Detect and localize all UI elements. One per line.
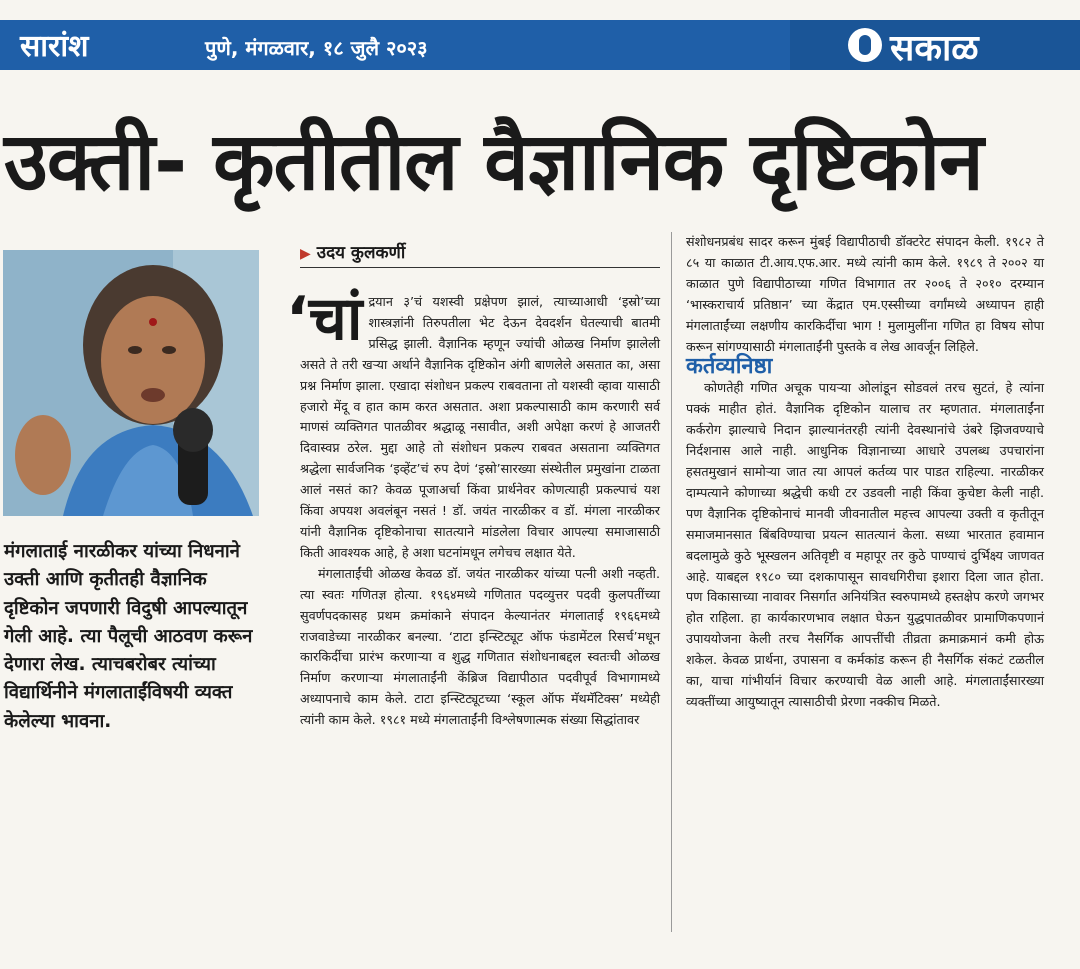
photo-caption: मंगलाताई नारळीकर यांच्या निधनाने उक्ती आणि कृतीतही वैज्ञानिक दृष्टिकोन जपणारी विदुषी आपल्यातून गेली आहे. त्या पैलूची आठवण करून देणारा लेख. त्याचबरोबर त्यांच्या विद्यार्थिनीने मंगलाताईंविषयी व्यक्त केलेल्या भावना.	[4, 541, 253, 732]
article-column-1	[286, 284, 660, 731]
section-title: सारांश	[20, 29, 89, 64]
column-divider	[671, 232, 672, 932]
brand-logo-icon	[848, 28, 882, 62]
author-name: उदय कुलकर्णी	[316, 243, 406, 263]
paragraph-text: द्रयान ३’चं यशस्वी प्रक्षेपण झालं, त्याच्याआधी ‘इस्रो’च्या शास्त्रज्ञांनी तिरुपतीला भेट देऊन देवदर्शन घेतल्याची बातमी प्रसिद्ध झाली. वैज्ञानिक म्हणून ज्यांची ओळख निर्माण झालेली असते ते तरी खऱ्या अर्थाने वैज्ञानिक दृष्टिकोन अंगी बाणलेले असतात का, असा प्रश्न निर्माण झाला. एखादा संशोधन प्रकल्प राबवताना तो यशस्वी व्हावा यासाठी हजारो मेंदू व हात काम करत असतात. अशा प्रकल्पासाठी काम करणारी सर्व माणसं व्यक्तिगत पातळीवर श्रद्धाळू नसावीत, अशी अपेक्षा करणं हे आजतरी दिवास्वप्न ठरेल. मुद्दा आहे तो संशोधन प्रकल्प राबवत असताना व्यक्तिगत श्रद्धेला सार्वजनिक ‘इव्हेंट’चं रुप देणं ‘इस्रो’सारख्या संस्थेतील प्रमुखांना टाळता आलं नसतं का? केवळ पूजाअर्चा किंवा प्रार्थनेवर कोणत्याही प्रकल्पाचं यश किंवा अपयश अवलंबून नसतं ! डॉ. जयंत नारळीकर व डॉ. मंगला नारळीकर यांनी वैज्ञानिक दृष्टिकोनाचा सातत्याने मांडलेला विचार आपल्या समाजासाठी किती आवश्यक आहे, हे अशा घटनांमधून लगेचच लक्षात येते.	[300, 294, 660, 560]
article-column-2	[686, 232, 1044, 713]
paragraph: संशोधनप्रबंध सादर करून मुंबई विद्यापीठाची डॉक्टरेट संपादन केली. १९८२ ते ८५ या काळात टी.आय.एफ.आर. मध्ये त्यांनी काम केले. १९८९ ते २००२ या काळात पुणे विद्यापीठाच्या गणित विभागात तर २००६ ते २०१० दरम्यान ‘भास्कराचार्य प्रतिष्ठान’ च्या केंद्रात एम.एस्सीच्या वर्गांमध्ये अध्यापन हाही मंगलाताईंच्या लक्षणीय कारकिर्दीचा भाग ! मुलामुलींना गणित हा विषय सोपा करून सांगण्यासाठी मंगलाताईंनी पुस्तके व लेख आवर्जून लिहिले.	[686, 234, 1044, 354]
paragraph: मंगलाताईंची ओळख केवळ डॉ. जयंत नारळीकर यांच्या पत्नी अशी नव्हती. त्या स्वतः गणितज्ञ होत्या. १९६४मध्ये गणितात पदव्युत्तर पदवी कुलपतींच्या सुवर्णपदकासह प्रथम क्रमांकाने संपादन केल्यानंतर मंगलाताई १९६६मध्ये राजवाडेच्या नारळीकर बनल्या. ‘टाटा इन्स्टिट्यूट ऑफ फंडामेंटल रिसर्च’मधून कारकिर्दीचा प्रारंभ करणाऱ्या व शुद्ध गणितात संशोधनाबद्दल स्वतःची ओळख निर्माण करणाऱ्या मंगलाताईंनी केंब्रिज विद्यापीठात पदवीपूर्व विभागामध्ये अध्यापनाचे काम केले. टाटा इन्स्टिट्यूटच्या ‘स्कूल ऑफ मॅथमॅटिक्स’ मध्येही त्यांनी काम केले. १९८१ मध्ये मंगलाताईंनी विश्लेषणात्मक संख्या सिद्धांतावर	[300, 565, 660, 728]
byline-marker-icon: ▶	[300, 246, 311, 262]
subheading: कर्तव्यनिष्ठा	[686, 354, 773, 380]
brand-box	[790, 20, 1080, 70]
paragraph	[286, 284, 660, 564]
portrait-photo	[3, 250, 259, 516]
portrait-illustration	[3, 250, 259, 516]
drop-cap: ‘चां	[286, 284, 363, 354]
dateline: पुणे, मंगळवार, १८ जुलै २०२३	[205, 36, 428, 60]
byline	[300, 240, 660, 268]
paragraph: कोणतेही गणित अचूक पायऱ्या ओलांडून सोडवलं तरच सुटतं, हे त्यांना पक्कं माहीत होतं. वैज्ञानिक दृष्टिकोन यालाच तर म्हणतात. मंगलाताईंना कर्करोग झाल्याचे निदान झाल्यानंतरही त्यांनी देवस्थानांचे उंबरे झिजवण्याचे निर्दशनास आले नाही. आधुनिक विज्ञानाच्या आधारे उपलब्ध उपचारांना हसतमुखानं सामोऱ्या जात त्या आपलं कर्तव्य पार पाडत राहिल्या. नारळीकर दाम्पत्याने कोणाच्या श्रद्धेची कधी टर उडवली नाही किंवा कुचेष्टा केली नाही. पण वैज्ञानिक दृष्टिकोनाचं मानवी जीवनातील महत्त्व आपल्या उक्ती व कृतीतून समाजमानसात बिंबविण्याचा प्रयत्न सातत्यानं केला. सध्या भारतात हवामान बदलामुळे कुठे भूस्खलन अतिवृष्टी व महापूर तर कुठे पाण्याचं दुर्भिक्ष्य जाणवत आहे. याबद्दल १९८० च्या दशकापासून सावधगिरीचा इशारा दिला जात होता. पण विकासाच्या नावावर निसर्गात अनियंत्रित स्वरुपामध्ये हस्तक्षेप करणे जगभर होत राहिला. हा कार्यकारणभाव लक्षात घेऊन युद्धपातळीवर प्रामाणिकपणानं उपाययोजना केली तरच नैसर्गिक आपत्तींची तीव्रता क्रमाक्रमानं कमी होऊ शकेल. केवळ प्रार्थना, उपासना व कर्मकांड करून ही नैसर्गिक संकटं टळतील का, याचा गांभीर्यानं विचार करण्याची वेळ आली आहे. मंगलाताईंसारख्या व्यक्तींच्या आयुष्यातून त्यासाठीची प्रेरणा नक्कीच मिळते.	[686, 380, 1044, 709]
masthead-bar	[0, 20, 1080, 70]
brand-name: सकाळ	[890, 28, 979, 69]
headline: उक्ती- कृतीतील वैज्ञानिक दृष्टिकोन	[4, 115, 983, 208]
